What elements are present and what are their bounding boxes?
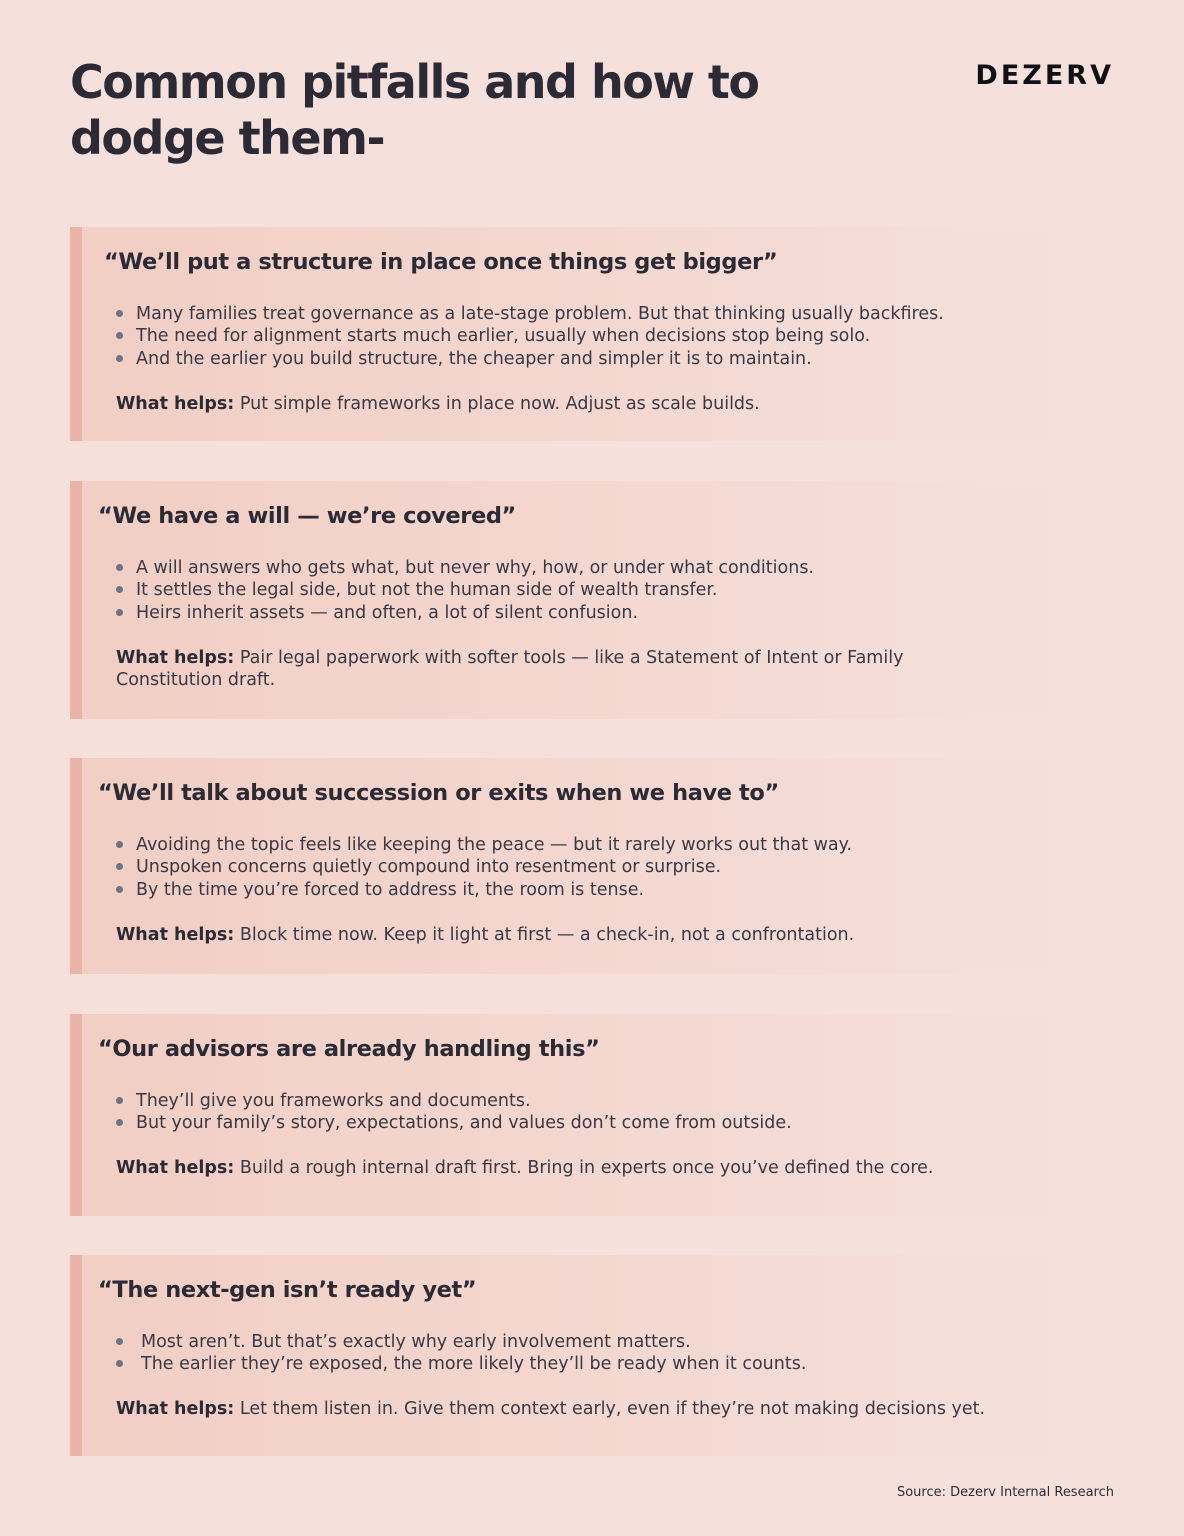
card-accent-bar xyxy=(70,481,82,719)
pitfall-quote: “The next-gen isn’t ready yet” xyxy=(98,1277,477,1303)
card-accent-bar xyxy=(70,1014,82,1216)
source-note: Source: Dezerv Internal Research xyxy=(896,1485,1114,1500)
what-helps xyxy=(116,1157,1016,1179)
what-helps xyxy=(116,647,996,692)
pitfall-bullet-list xyxy=(112,1331,1072,1376)
what-helps-text: Put simple frameworks in place now. Adjust as scale builds. xyxy=(239,394,760,414)
what-helps-label: What helps: xyxy=(116,1399,235,1419)
bullet-item: Most aren’t. But that’s exactly why early involvement matters. xyxy=(112,1331,1072,1353)
what-helps xyxy=(116,924,1016,946)
what-helps-text: Let them listen in. Give them context early, even if they’re not making decisions yet. xyxy=(239,1399,986,1419)
pitfall-card-3 xyxy=(70,758,1090,974)
page-title xyxy=(70,54,890,166)
bullet-item: They’ll give you frameworks and documents. xyxy=(112,1090,1072,1112)
bullet-item: By the time you’re forced to address it, the room is tense. xyxy=(112,879,1072,901)
pitfall-quote: “Our advisors are already handling this” xyxy=(98,1036,600,1062)
card-accent-bar xyxy=(70,227,82,441)
pitfall-bullet-list xyxy=(112,834,1072,901)
pitfall-card-5 xyxy=(70,1255,1090,1456)
pitfall-bullet-list xyxy=(112,1090,1072,1135)
bullet-item: And the earlier you build structure, the cheaper and simpler it is to maintain. xyxy=(112,348,1072,370)
page-title-line-2: dodge them- xyxy=(70,111,385,165)
card-accent-bar xyxy=(70,758,82,974)
bullet-item: Many families treat governance as a late-stage problem. But that thinking usually backfires. xyxy=(112,303,1072,325)
bullet-item: A will answers who gets what, but never why, how, or under what conditions. xyxy=(112,557,1072,579)
what-helps-label: What helps: xyxy=(116,394,235,414)
what-helps-text: Build a rough internal draft first. Bring in experts once you’ve defined the core. xyxy=(239,1158,934,1178)
pitfall-quote: “We’ll talk about succession or exits when we have to” xyxy=(98,780,779,806)
what-helps-label: What helps: xyxy=(116,1158,235,1178)
bullet-item: But your family’s story, expectations, and values don’t come from outside. xyxy=(112,1112,1072,1134)
pitfall-card-1 xyxy=(70,227,1090,441)
what-helps-label: What helps: xyxy=(116,648,235,668)
card-accent-bar xyxy=(70,1255,82,1456)
brand-logo: DEZERV xyxy=(975,60,1114,91)
bullet-item: It settles the legal side, but not the human side of wealth transfer. xyxy=(112,579,1072,601)
bullet-item: The need for alignment starts much earlier, usually when decisions stop being solo. xyxy=(112,325,1072,347)
page-title-line-1: Common pitfalls and how to xyxy=(70,55,759,109)
bullet-item: Avoiding the topic feels like keeping the peace — but it rarely works out that way. xyxy=(112,834,1072,856)
what-helps-text: Block time now. Keep it light at first — a check-in, not a confrontation. xyxy=(239,925,855,945)
pitfall-quote: “We’ll put a structure in place once things get bigger” xyxy=(104,249,778,275)
pitfall-bullet-list xyxy=(112,303,1072,370)
pitfall-bullet-list xyxy=(112,557,1072,624)
pitfall-card-2 xyxy=(70,481,1090,719)
pitfall-card-4 xyxy=(70,1014,1090,1216)
what-helps-label: What helps: xyxy=(116,925,235,945)
what-helps-text: Pair legal paperwork with softer tools — like a Statement of Intent or Family Constitution draft. xyxy=(116,648,904,691)
what-helps xyxy=(116,393,1016,415)
pitfall-quote: “We have a will — we’re covered” xyxy=(98,503,516,529)
bullet-item: Heirs inherit assets — and often, a lot of silent confusion. xyxy=(112,602,1072,624)
bullet-item: Unspoken concerns quietly compound into resentment or surprise. xyxy=(112,856,1072,878)
what-helps xyxy=(116,1398,1016,1420)
bullet-item: The earlier they’re exposed, the more likely they’ll be ready when it counts. xyxy=(112,1353,1072,1375)
